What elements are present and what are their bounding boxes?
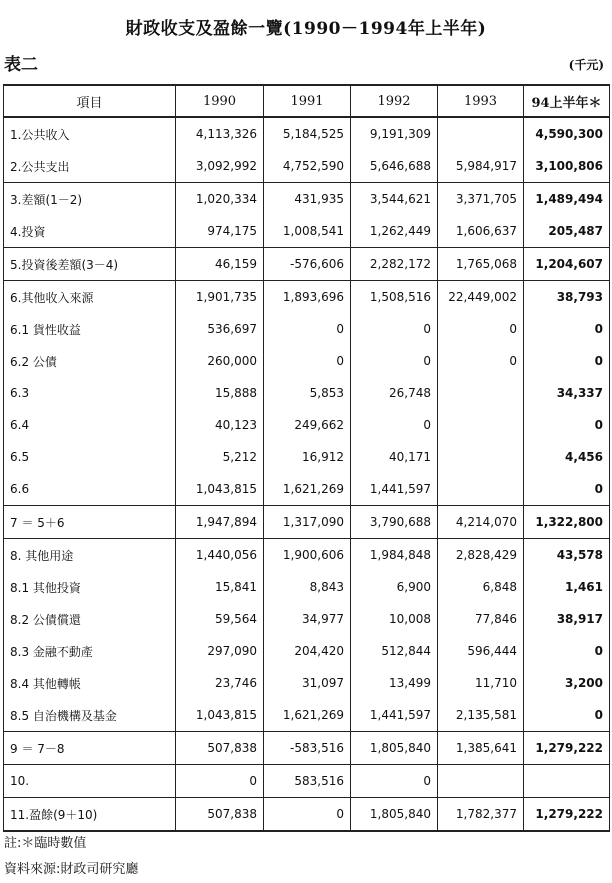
value-cell: 3,371,705 xyxy=(438,183,524,216)
table-row xyxy=(4,473,610,506)
table-row xyxy=(4,281,610,314)
row-label: 8.5 自治機構及基金 xyxy=(4,699,176,732)
value-cell: 3,092,992 xyxy=(176,150,264,183)
column-header: 1991 xyxy=(264,85,351,117)
value-cell xyxy=(438,117,524,150)
column-header: 項目 xyxy=(4,85,176,117)
table-row xyxy=(4,765,610,798)
value-cell: 1,782,377 xyxy=(438,798,524,832)
table-row xyxy=(4,441,610,473)
value-cell: 0 xyxy=(524,409,610,441)
row-label: 3.差額(1－2) xyxy=(4,183,176,216)
value-cell: 38,793 xyxy=(524,281,610,314)
table-row xyxy=(4,409,610,441)
value-cell: -576,606 xyxy=(264,248,351,281)
value-cell: 1,621,269 xyxy=(264,699,351,732)
value-cell: 0 xyxy=(264,798,351,832)
value-cell: 1,508,516 xyxy=(351,281,438,314)
value-cell: 59,564 xyxy=(176,603,264,635)
table-row xyxy=(4,699,610,732)
value-cell: 0 xyxy=(524,345,610,377)
value-cell: 4,113,326 xyxy=(176,117,264,150)
table-row xyxy=(4,183,610,216)
value-cell: 5,212 xyxy=(176,441,264,473)
row-label: 9 ＝ 7－8 xyxy=(4,732,176,765)
row-label: 1.公共收入 xyxy=(4,117,176,150)
value-cell: 46,159 xyxy=(176,248,264,281)
value-cell: 0 xyxy=(351,765,438,798)
value-cell: 40,123 xyxy=(176,409,264,441)
value-cell: 1,043,815 xyxy=(176,473,264,506)
value-cell: 1,805,840 xyxy=(351,798,438,832)
value-cell: 3,100,806 xyxy=(524,150,610,183)
value-cell: 31,097 xyxy=(264,667,351,699)
value-cell: 431,935 xyxy=(264,183,351,216)
row-label: 11.盈餘(9＋10) xyxy=(4,798,176,832)
value-cell: 9,191,309 xyxy=(351,117,438,150)
value-cell: 1,204,607 xyxy=(524,248,610,281)
value-cell xyxy=(438,377,524,409)
value-cell: 1,893,696 xyxy=(264,281,351,314)
value-cell: 26,748 xyxy=(351,377,438,409)
footnote: 註:＊臨時數值 xyxy=(4,836,87,851)
table-row xyxy=(4,150,610,183)
table-row xyxy=(4,345,610,377)
value-cell: 1,317,090 xyxy=(264,506,351,539)
value-cell: 0 xyxy=(176,765,264,798)
row-label: 8.3 金融不動產 xyxy=(4,635,176,667)
value-cell: 1,765,068 xyxy=(438,248,524,281)
value-cell: 1,606,637 xyxy=(438,215,524,248)
value-cell: 43,578 xyxy=(524,539,610,572)
value-cell: 5,853 xyxy=(264,377,351,409)
value-cell: 297,090 xyxy=(176,635,264,667)
header-row xyxy=(4,85,610,117)
value-cell: 1,440,056 xyxy=(176,539,264,572)
value-cell: 38,917 xyxy=(524,603,610,635)
value-cell: 507,838 xyxy=(176,732,264,765)
value-cell: 4,214,070 xyxy=(438,506,524,539)
value-cell: 8,843 xyxy=(264,571,351,603)
value-cell: 1,322,800 xyxy=(524,506,610,539)
value-cell: 34,977 xyxy=(264,603,351,635)
row-label: 8.1 其他投資 xyxy=(4,571,176,603)
value-cell: 1,043,815 xyxy=(176,699,264,732)
value-cell: 3,790,688 xyxy=(351,506,438,539)
value-cell: 1,279,222 xyxy=(524,798,610,832)
value-cell: 2,828,429 xyxy=(438,539,524,572)
value-cell: 15,841 xyxy=(176,571,264,603)
table-row xyxy=(4,117,610,150)
value-cell: 596,444 xyxy=(438,635,524,667)
row-label: 6.2 公債 xyxy=(4,345,176,377)
row-label: 6.其他收入來源 xyxy=(4,281,176,314)
table-row xyxy=(4,215,610,248)
table-row xyxy=(4,248,610,281)
value-cell: 2,135,581 xyxy=(438,699,524,732)
value-cell: 34,337 xyxy=(524,377,610,409)
value-cell: 1,901,735 xyxy=(176,281,264,314)
page-title: 財政收支及盈餘一覽(1990－1994年上半年) xyxy=(125,19,487,39)
value-cell xyxy=(438,441,524,473)
value-cell: 1,947,894 xyxy=(176,506,264,539)
value-cell: 249,662 xyxy=(264,409,351,441)
value-cell: 1,441,597 xyxy=(351,699,438,732)
value-cell: 1,008,541 xyxy=(264,215,351,248)
table-row xyxy=(4,313,610,345)
value-cell: 974,175 xyxy=(176,215,264,248)
value-cell: 23,746 xyxy=(176,667,264,699)
value-cell: 11,710 xyxy=(438,667,524,699)
value-cell: 0 xyxy=(351,409,438,441)
column-header: 1993 xyxy=(438,85,524,117)
value-cell: 0 xyxy=(351,345,438,377)
value-cell xyxy=(438,473,524,506)
unit-label: (千元) xyxy=(568,58,604,72)
value-cell: 15,888 xyxy=(176,377,264,409)
value-cell: 536,697 xyxy=(176,313,264,345)
value-cell: 13,499 xyxy=(351,667,438,699)
value-cell: 205,487 xyxy=(524,215,610,248)
value-cell: 6,848 xyxy=(438,571,524,603)
value-cell: 1,441,597 xyxy=(351,473,438,506)
value-cell: 40,171 xyxy=(351,441,438,473)
table-label: 表二 xyxy=(4,55,38,75)
row-label: 10. xyxy=(4,765,176,798)
value-cell: 0 xyxy=(524,473,610,506)
value-cell: 0 xyxy=(524,313,610,345)
value-cell: 4,590,300 xyxy=(524,117,610,150)
value-cell: 512,844 xyxy=(351,635,438,667)
row-label: 6.4 xyxy=(4,409,176,441)
value-cell: 0 xyxy=(438,345,524,377)
value-cell: 4,752,590 xyxy=(264,150,351,183)
column-header: 94上半年＊ xyxy=(524,85,610,117)
row-label: 6.5 xyxy=(4,441,176,473)
table-row xyxy=(4,798,610,832)
value-cell: 5,646,688 xyxy=(351,150,438,183)
value-cell: 583,516 xyxy=(264,765,351,798)
value-cell: 1,621,269 xyxy=(264,473,351,506)
row-label: 6.3 xyxy=(4,377,176,409)
row-label: 4.投資 xyxy=(4,215,176,248)
source-note: 資料來源:財政司研究廳 xyxy=(4,862,139,877)
value-cell: 1,020,334 xyxy=(176,183,264,216)
value-cell: 77,846 xyxy=(438,603,524,635)
value-cell: 4,456 xyxy=(524,441,610,473)
value-cell: 1,805,840 xyxy=(351,732,438,765)
value-cell: 5,184,525 xyxy=(264,117,351,150)
value-cell: 1,385,641 xyxy=(438,732,524,765)
value-cell: 3,544,621 xyxy=(351,183,438,216)
value-cell: 6,900 xyxy=(351,571,438,603)
table-row xyxy=(4,603,610,635)
table-row xyxy=(4,635,610,667)
row-label: 5.投資後差額(3－4) xyxy=(4,248,176,281)
row-label: 7 ＝ 5＋6 xyxy=(4,506,176,539)
value-cell: 22,449,002 xyxy=(438,281,524,314)
value-cell xyxy=(524,765,610,798)
table-row xyxy=(4,539,610,572)
value-cell: 0 xyxy=(351,313,438,345)
value-cell: 1,279,222 xyxy=(524,732,610,765)
value-cell: 0 xyxy=(524,635,610,667)
table-row xyxy=(4,667,610,699)
value-cell: -583,516 xyxy=(264,732,351,765)
value-cell: 0 xyxy=(264,345,351,377)
value-cell xyxy=(438,765,524,798)
value-cell: 10,008 xyxy=(351,603,438,635)
row-label: 2.公共支出 xyxy=(4,150,176,183)
value-cell: 0 xyxy=(524,699,610,732)
table-row xyxy=(4,377,610,409)
value-cell: 204,420 xyxy=(264,635,351,667)
value-cell: 3,200 xyxy=(524,667,610,699)
value-cell: 2,282,172 xyxy=(351,248,438,281)
row-label: 6.1 貨性收益 xyxy=(4,313,176,345)
column-header: 1990 xyxy=(176,85,264,117)
value-cell: 1,461 xyxy=(524,571,610,603)
value-cell: 5,984,917 xyxy=(438,150,524,183)
value-cell: 1,489,494 xyxy=(524,183,610,216)
value-cell: 0 xyxy=(264,313,351,345)
value-cell xyxy=(438,409,524,441)
row-label: 8.4 其他轉帳 xyxy=(4,667,176,699)
table-row xyxy=(4,571,610,603)
value-cell: 507,838 xyxy=(176,798,264,832)
column-header: 1992 xyxy=(351,85,438,117)
value-cell: 1,984,848 xyxy=(351,539,438,572)
value-cell: 260,000 xyxy=(176,345,264,377)
value-cell: 1,900,606 xyxy=(264,539,351,572)
value-cell: 16,912 xyxy=(264,441,351,473)
value-cell: 1,262,449 xyxy=(351,215,438,248)
value-cell: 0 xyxy=(438,313,524,345)
finance-table xyxy=(3,84,610,832)
table-row xyxy=(4,506,610,539)
row-label: 8.2 公債償還 xyxy=(4,603,176,635)
table-row xyxy=(4,732,610,765)
row-label: 6.6 xyxy=(4,473,176,506)
row-label: 8. 其他用途 xyxy=(4,539,176,572)
